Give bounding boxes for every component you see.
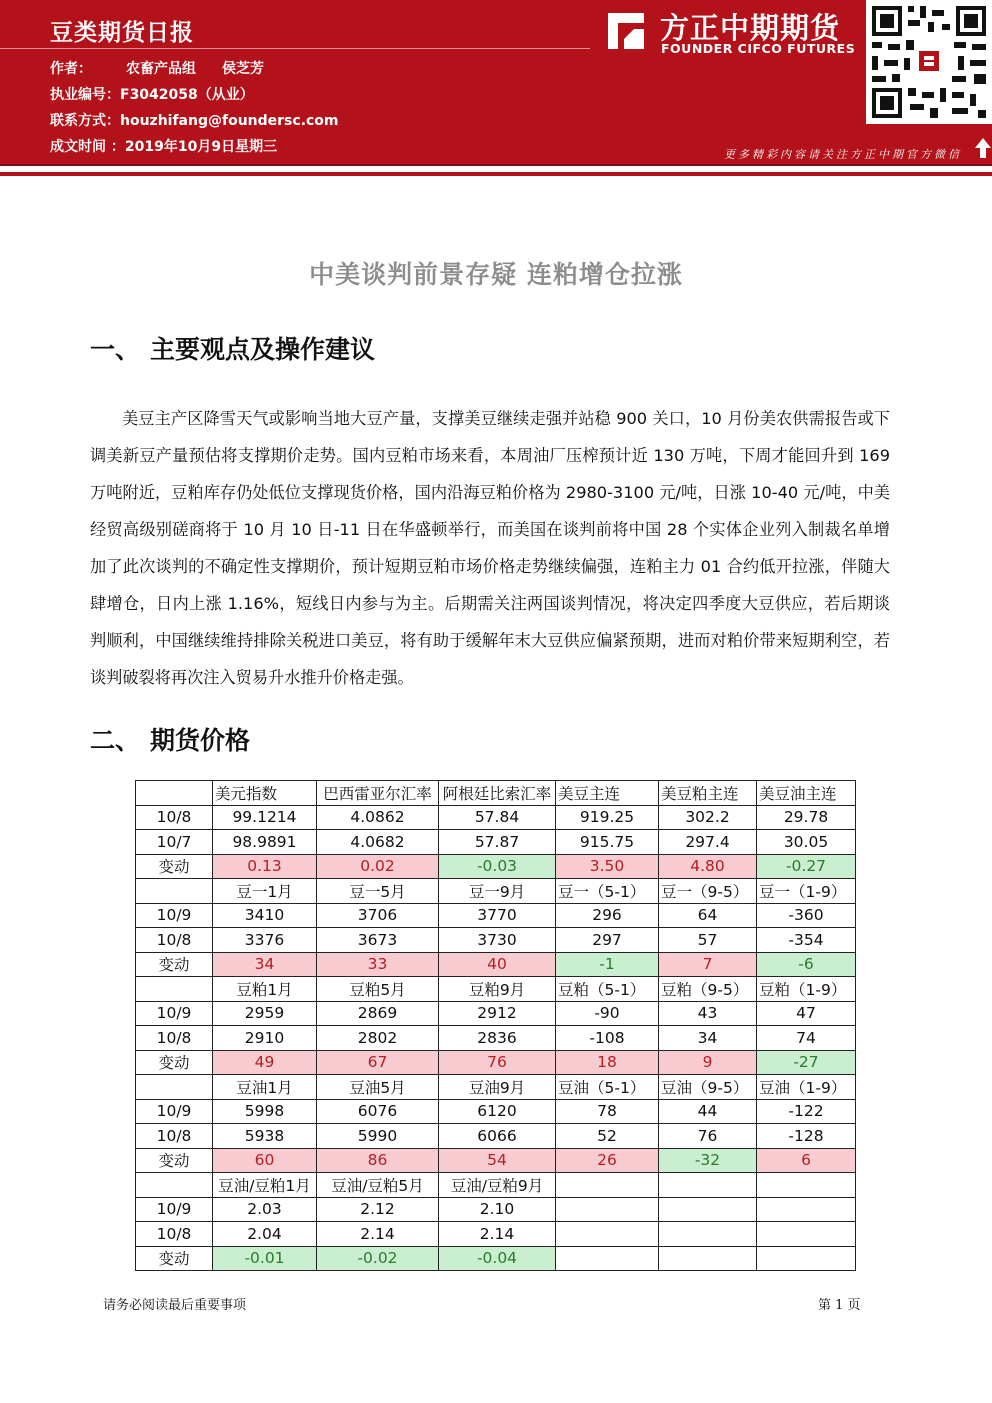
- table-cell: 3410: [213, 903, 317, 928]
- row-label-cell: 10/9: [136, 1197, 213, 1222]
- section-title: 主要观点及操作建议: [150, 335, 376, 364]
- column-header-cell: 豆粕5月: [317, 977, 439, 1002]
- row-label-cell: 10/9: [136, 903, 213, 928]
- column-header-cell: 豆粕9月: [439, 977, 556, 1002]
- futures-price-table: [135, 780, 856, 1271]
- table-cell: 7: [659, 952, 757, 977]
- column-header-cell: 豆油/豆粕5月: [317, 1173, 439, 1198]
- table-cell: [757, 1222, 856, 1247]
- section-number: 一、: [90, 335, 141, 364]
- table-cell: -90: [556, 1001, 659, 1026]
- column-header-cell: 美元指数: [213, 781, 317, 806]
- license-label: 执业编号：: [50, 87, 120, 103]
- table-row: [136, 1001, 856, 1026]
- date-value: 2019年10月9日星期三: [124, 139, 278, 155]
- row-label-cell: 10/8: [136, 1026, 213, 1051]
- column-header-cell: [757, 1173, 856, 1198]
- row-label-cell: [136, 1173, 213, 1198]
- row-label-cell: 变动: [136, 854, 213, 879]
- table-cell: 2910: [213, 1026, 317, 1051]
- row-label-cell: 10/8: [136, 1124, 213, 1149]
- main-paragraph: 美豆主产区降雪天气或影响当地大豆产量，支撑美豆继续走强并站稳 900 关口，10 月份美农供需报告或下调美新豆产量预估将支撑期价走势。国内豆粕市场来看，本周油厂压榨预计近 130 万吨，下周才能回升到 169 万吨附近，豆粕库存仍处低位支撑现货价格，国内沿海豆粕价格为 2980-3100 元/吨，日涨 10-40 元/吨，中美经贸高级别磋商将于 10 月 10 日-11 日在华盛顿举行，而美国在谈判前将中国 28 个实体企业列入制裁名单增加了此次谈判的不确定性支撑期价，预计短期豆粕市场价格走势继续偏强，连粕主力 01 合约低开拉涨，伴随大肆增仓，日内上涨 1.16%，短线日内参与为主。后期需关注两国谈判情况，将决定四季度大豆供应，若后期谈判顺利，中国继续维持排除关税进口美豆，将有助于缓解年末大豆供应偏紧预期，进而对粕价带来短期利空，若谈判破裂将再次注入贸易升水推升价格走强。: [90, 409, 890, 687]
- section-heading-2: [90, 721, 250, 757]
- table-cell: 3730: [439, 928, 556, 953]
- table-cell: 6120: [439, 1099, 556, 1124]
- table-row: [136, 1124, 856, 1149]
- slogan: 更多精彩内容请关注方正中期官方微信: [724, 148, 962, 161]
- table-cell: 49: [213, 1050, 317, 1075]
- table-cell: 54: [439, 1148, 556, 1173]
- table-cell: 3376: [213, 928, 317, 953]
- report-name: 豆类期货日报: [50, 20, 194, 46]
- table-cell: -0.04: [439, 1246, 556, 1271]
- row-label-cell: 变动: [136, 952, 213, 977]
- table-cell: 44: [659, 1099, 757, 1124]
- row-label-cell: 10/8: [136, 928, 213, 953]
- table-cell: 3706: [317, 903, 439, 928]
- column-header-cell: 豆粕（1-9）: [757, 977, 856, 1002]
- license-line: [50, 84, 254, 104]
- row-label-cell: 10/9: [136, 1001, 213, 1026]
- table-cell: 0.13: [213, 854, 317, 879]
- table-row: [136, 928, 856, 953]
- table-row: [136, 1075, 856, 1100]
- table-cell: 2869: [317, 1001, 439, 1026]
- table-cell: 3.50: [556, 854, 659, 879]
- column-header-cell: 巴西雷亚尔汇率: [317, 781, 439, 806]
- table-cell: 47: [757, 1001, 856, 1026]
- arrow-up-icon: [974, 136, 992, 160]
- table-cell: [659, 1222, 757, 1247]
- table-cell: 296: [556, 903, 659, 928]
- table-cell: [757, 1197, 856, 1222]
- table-row: [136, 1026, 856, 1051]
- row-label-cell: 10/7: [136, 830, 213, 855]
- page-number: 第 1 页: [818, 1298, 861, 1313]
- table-cell: -354: [757, 928, 856, 953]
- table-cell: -6: [757, 952, 856, 977]
- table-cell: 2836: [439, 1026, 556, 1051]
- table-row: [136, 830, 856, 855]
- column-header-cell: 豆一（1-9）: [757, 879, 856, 904]
- footer-notice: 请务必阅读最后重要事项: [103, 1298, 247, 1313]
- document-title: 中美谈判前景存疑 连粕增仓拉涨: [309, 260, 683, 289]
- row-label-cell: [136, 879, 213, 904]
- table-cell: 2.04: [213, 1222, 317, 1247]
- section-number: 二、: [90, 726, 141, 755]
- table-row: [136, 1050, 856, 1075]
- author-line: [50, 58, 264, 78]
- table-cell: 297.4: [659, 830, 757, 855]
- column-header-cell: 豆一5月: [317, 879, 439, 904]
- table-cell: -108: [556, 1026, 659, 1051]
- table-cell: 2.12: [317, 1197, 439, 1222]
- column-header-cell: 美豆主连: [556, 781, 659, 806]
- table-cell: 2.03: [213, 1197, 317, 1222]
- table-cell: 60: [213, 1148, 317, 1173]
- section-title: 期货价格: [150, 726, 251, 755]
- table-cell: -0.01: [213, 1246, 317, 1271]
- table-cell: 18: [556, 1050, 659, 1075]
- table-cell: 302.2: [659, 805, 757, 830]
- contact-email[interactable]: houzhifang@foundersc.com: [120, 113, 339, 129]
- column-header-cell: 美豆油主连: [757, 781, 856, 806]
- table-cell: 57: [659, 928, 757, 953]
- table-cell: -32: [659, 1148, 757, 1173]
- table-cell: [659, 1246, 757, 1271]
- table-cell: 6076: [317, 1099, 439, 1124]
- author-group: 农畜产品组: [126, 61, 196, 77]
- table-cell: -1: [556, 952, 659, 977]
- row-label-cell: [136, 1075, 213, 1100]
- row-label-cell: 变动: [136, 1246, 213, 1271]
- table-cell: 34: [213, 952, 317, 977]
- column-header-cell: 豆油5月: [317, 1075, 439, 1100]
- license-value: F3042058（从业）: [120, 87, 254, 103]
- table-row: [136, 854, 856, 879]
- table-cell: 52: [556, 1124, 659, 1149]
- column-header-cell: 豆油（5-1）: [556, 1075, 659, 1100]
- table-cell: 43: [659, 1001, 757, 1026]
- column-header-cell: 豆一9月: [439, 879, 556, 904]
- table-cell: -0.27: [757, 854, 856, 879]
- table-row: [136, 1173, 856, 1198]
- table-cell: 2912: [439, 1001, 556, 1026]
- table-cell: 915.75: [556, 830, 659, 855]
- column-header-cell: 豆油9月: [439, 1075, 556, 1100]
- column-header-cell: 豆粕1月: [213, 977, 317, 1002]
- header-rule-secondary: [0, 172, 992, 176]
- header-divider: [0, 48, 590, 49]
- table-cell: 5990: [317, 1124, 439, 1149]
- table-cell: [757, 1246, 856, 1271]
- column-header-cell: [556, 1173, 659, 1198]
- table-row: [136, 1099, 856, 1124]
- table-cell: 40: [439, 952, 556, 977]
- column-header-cell: 豆一（5-1）: [556, 879, 659, 904]
- table-row: [136, 1197, 856, 1222]
- table-cell: 5938: [213, 1124, 317, 1149]
- date-line: [50, 136, 277, 156]
- column-header-cell: 豆一（9-5）: [659, 879, 757, 904]
- row-label-cell: 10/8: [136, 805, 213, 830]
- logo-english-name: FOUNDER CIFCO FUTURES: [661, 41, 856, 56]
- table-cell: 3673: [317, 928, 439, 953]
- header-rule: [0, 164, 992, 166]
- table-cell: 57.84: [439, 805, 556, 830]
- table-cell: 2.14: [439, 1222, 556, 1247]
- table-cell: -360: [757, 903, 856, 928]
- table-cell: 57.87: [439, 830, 556, 855]
- table-row: [136, 1246, 856, 1271]
- table-row: [136, 879, 856, 904]
- author-label: 作者：: [50, 61, 92, 77]
- table-cell: 2.14: [317, 1222, 439, 1247]
- column-header-cell: 豆粕（9-5）: [659, 977, 757, 1002]
- table-cell: 4.0862: [317, 805, 439, 830]
- table-cell: 4.0682: [317, 830, 439, 855]
- table-cell: 64: [659, 903, 757, 928]
- table-cell: 2802: [317, 1026, 439, 1051]
- contact-label: 联系方式：: [50, 113, 120, 129]
- row-label-cell: 变动: [136, 1148, 213, 1173]
- contact-line: [50, 110, 339, 130]
- table-cell: 76: [439, 1050, 556, 1075]
- table-cell: 2959: [213, 1001, 317, 1026]
- table-cell: 30.05: [757, 830, 856, 855]
- table-cell: 0.02: [317, 854, 439, 879]
- report-header: [0, 0, 992, 164]
- row-label-cell: 10/9: [136, 1099, 213, 1124]
- table-cell: 4.80: [659, 854, 757, 879]
- table-cell: -128: [757, 1124, 856, 1149]
- table-cell: 29.78: [757, 805, 856, 830]
- column-header-cell: 豆油（9-5）: [659, 1075, 757, 1100]
- author-name: 侯芝芳: [222, 61, 264, 77]
- table-cell: 98.9891: [213, 830, 317, 855]
- table-cell: [556, 1222, 659, 1247]
- column-header-cell: 豆油（1-9）: [757, 1075, 856, 1100]
- column-header-cell: 豆油1月: [213, 1075, 317, 1100]
- table-cell: 34: [659, 1026, 757, 1051]
- table-cell: 78: [556, 1099, 659, 1124]
- table-cell: 9: [659, 1050, 757, 1075]
- row-label-cell: 变动: [136, 1050, 213, 1075]
- table-cell: 6: [757, 1148, 856, 1173]
- column-header-cell: 豆油/豆粕1月: [213, 1173, 317, 1198]
- table-row: [136, 781, 856, 806]
- table-row: [136, 1148, 856, 1173]
- column-header-cell: 美豆粕主连: [659, 781, 757, 806]
- column-header-cell: 豆一1月: [213, 879, 317, 904]
- column-header-cell: 阿根廷比索汇率: [439, 781, 556, 806]
- table-cell: 76: [659, 1124, 757, 1149]
- table-cell: -0.02: [317, 1246, 439, 1271]
- column-header-cell: [659, 1173, 757, 1198]
- column-header-cell: 豆油/豆粕9月: [439, 1173, 556, 1198]
- table-cell: 86: [317, 1148, 439, 1173]
- table-cell: [556, 1246, 659, 1271]
- table-cell: -0.03: [439, 854, 556, 879]
- table-cell: -122: [757, 1099, 856, 1124]
- section-heading-1: [90, 330, 375, 366]
- logo-chinese-name: 方正中期期货: [660, 11, 841, 45]
- table-cell: 2.10: [439, 1197, 556, 1222]
- table-cell: 99.1214: [213, 805, 317, 830]
- date-label: 成文时间 ：: [50, 139, 125, 155]
- table-cell: 6066: [439, 1124, 556, 1149]
- table-row: [136, 1222, 856, 1247]
- row-label-cell: [136, 977, 213, 1002]
- table-cell: 3770: [439, 903, 556, 928]
- table-cell: [556, 1197, 659, 1222]
- table-cell: 5998: [213, 1099, 317, 1124]
- table-cell: 297: [556, 928, 659, 953]
- table-cell: 67: [317, 1050, 439, 1075]
- table-row: [136, 977, 856, 1002]
- founder-logo-icon: [604, 9, 648, 53]
- table-cell: [659, 1197, 757, 1222]
- table-cell: 74: [757, 1026, 856, 1051]
- table-cell: 919.25: [556, 805, 659, 830]
- table-cell: 26: [556, 1148, 659, 1173]
- row-label-cell: 10/8: [136, 1222, 213, 1247]
- table-cell: -27: [757, 1050, 856, 1075]
- table-cell: 33: [317, 952, 439, 977]
- table-row: [136, 903, 856, 928]
- table-row: [136, 952, 856, 977]
- qr-code-icon[interactable]: [866, 0, 992, 124]
- row-label-cell: [136, 781, 213, 806]
- column-header-cell: 豆粕（5-1）: [556, 977, 659, 1002]
- table-row: [136, 805, 856, 830]
